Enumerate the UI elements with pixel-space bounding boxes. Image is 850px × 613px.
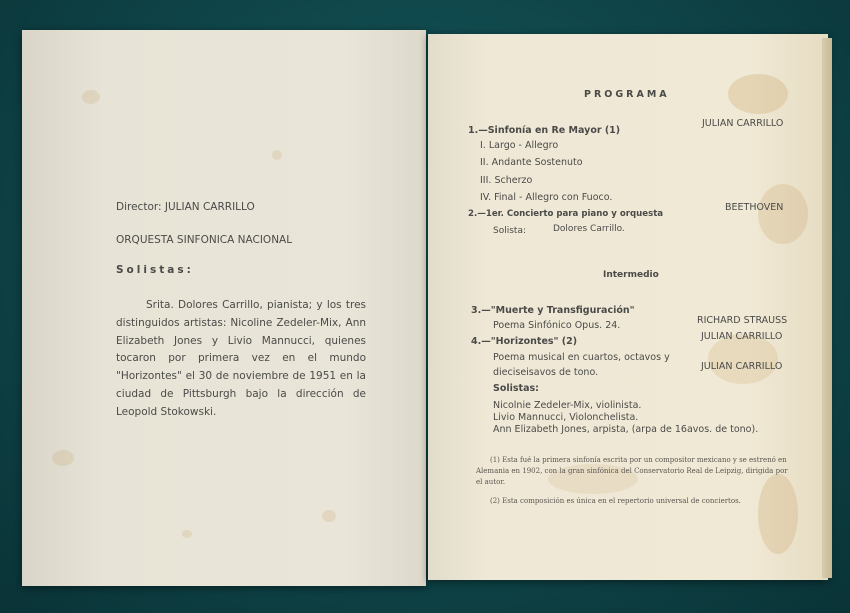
stain: [182, 530, 192, 538]
page-edges: [822, 38, 832, 578]
item3-subtitle: Poema Sinfónico Opus. 24.: [493, 320, 621, 331]
footnote-1-line3: el autor.: [476, 478, 506, 486]
stain: [272, 150, 282, 160]
footnote-1-line1: (1) Esta fué la primera sinfonía escrita por un compositor mexicano y se estrenó en: [490, 456, 787, 464]
soloists-heading: Solistas:: [116, 264, 194, 276]
item3-composer: RICHARD STRAUSS: [697, 315, 788, 326]
movement-3: III. Scherzo: [480, 175, 533, 186]
item3-title: 3.—"Muerte y Transfiguración": [471, 305, 635, 316]
item1-composer: JULIAN CARRILLO: [702, 118, 784, 129]
stain: [322, 510, 336, 522]
item1-title: 1.—Sinfonía en Re Mayor (1): [468, 125, 621, 136]
movement-2: II. Andante Sostenuto: [480, 157, 583, 168]
movement-4: IV. Final - Allegro con Fuoco.: [480, 192, 613, 203]
stain: [728, 74, 788, 114]
stain: [52, 450, 74, 466]
item2-composer: BEETHOVEN: [725, 202, 784, 213]
stain: [82, 90, 100, 104]
item4-desc-line2: dieciseisavos de tono.: [493, 367, 599, 378]
item2-soloist-name: Dolores Carrillo.: [553, 224, 625, 234]
movement-1: I. Largo - Allegro: [480, 140, 559, 151]
item4-soloists-label: Solistas:: [493, 383, 539, 394]
stain: [758, 184, 808, 244]
director-line: Director: JULIAN CARRILLO: [116, 201, 255, 213]
item4-title: 4.—"Horizontes" (2): [471, 336, 578, 347]
item4-soloist-3: Ann Elizabeth Jones, arpista, (arpa de 16avos. de tono).: [493, 424, 759, 435]
orchestra-name: ORQUESTA SINFONICA NACIONAL: [116, 234, 293, 246]
item4-composer-2: JULIAN CARRILLO: [701, 361, 783, 372]
item2-soloist-label: Solista:: [493, 226, 526, 236]
item4-desc-line1: Poema musical en cuartos, octavos y: [493, 352, 670, 363]
stain: [758, 474, 798, 554]
programa-heading: PROGRAMA: [584, 89, 670, 100]
item4-soloist-2: Livio Mannucci, Violonchelista.: [493, 412, 639, 423]
item4-soloist-1: Nicolnie Zedeler-Mix, violinista.: [493, 400, 642, 411]
footnote-2: (2) Esta composición es única en el repertorio universal de conciertos.: [490, 497, 741, 505]
item2-title: 2.—1er. Concierto para piano y orquesta: [468, 209, 664, 219]
soloists-paragraph: Srita. Dolores Carrillo, pianista; y los tres distinguidos artistas: Nicoline Zedeler-Mix, Ann Elizabeth Jones y Livio Mannucci, quienes tocaron por primera vez en el mundo "Horizontes" el 30 de noviembre de 1951 en la ciudad de Pittsburgh bajo la dirección de Leopold Stokowski.: [116, 299, 366, 418]
item4-composer-1: JULIAN CARRILLO: [701, 331, 783, 342]
footnote-1-line2: Alemania en 1902, con la gran sinfónica del Conservatorio Real de Leipzig, dirigida por: [476, 467, 788, 475]
intermission: Intermedio: [603, 270, 659, 280]
